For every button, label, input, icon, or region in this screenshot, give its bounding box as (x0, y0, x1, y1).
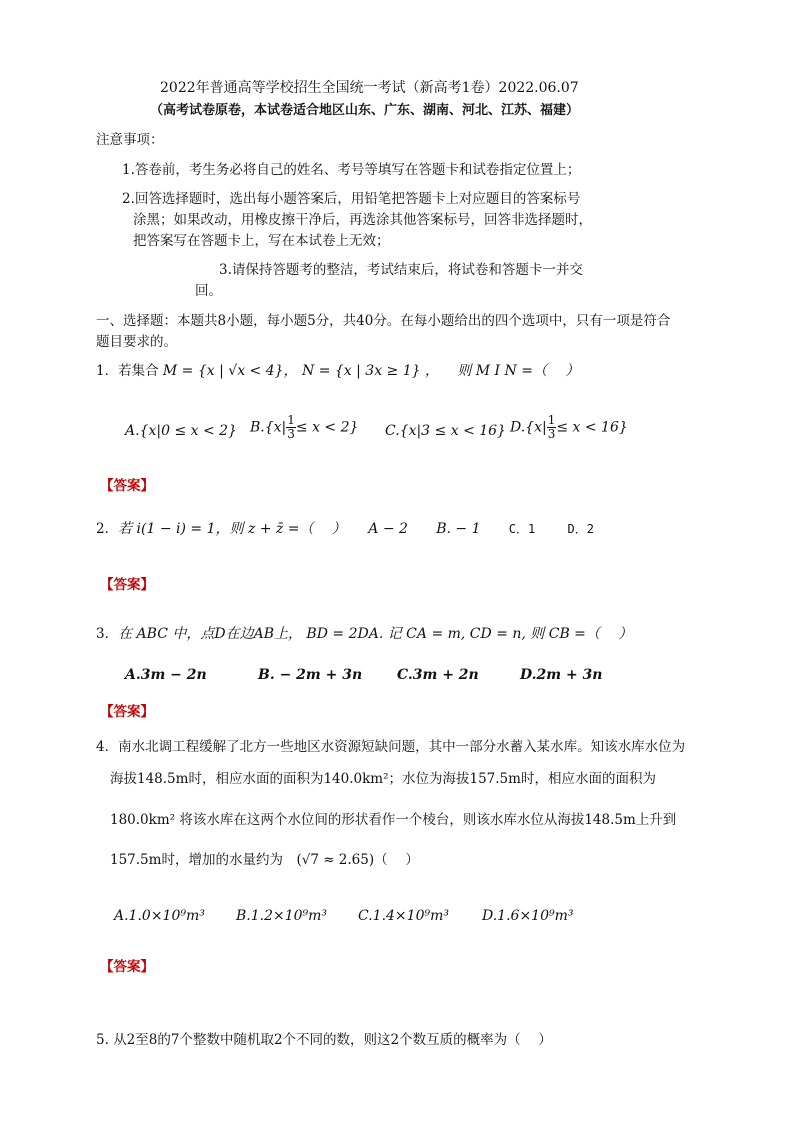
q1-option-c: C.{x|3 ≤ x < 16} (385, 423, 506, 439)
notice-heading: 注意事项： (96, 132, 164, 148)
question-1-stem (96, 359, 579, 380)
q1-option-b (250, 414, 358, 441)
notice-item-2-line-3: 把答案写在答题卡上，写在本试卷上无效； (133, 233, 390, 249)
q1-option-d-suffix: ≤ x < 16} (556, 419, 628, 436)
exam-subtitle: （高考试卷原卷，本试卷适合地区山东、广东、湖南、河北、江苏、福建） (150, 103, 580, 118)
q2-option-a: A − 2 (368, 521, 408, 537)
question-number: 3． (96, 626, 119, 642)
fraction (547, 414, 557, 441)
q2-option-b: B. − 1 (436, 521, 481, 537)
q1-option-a: A.{x|0 ≤ x < 2} (125, 423, 237, 439)
q1-option-d-prefix: D.{x| (510, 419, 547, 436)
q1-option-b-suffix: ≤ x < 2} (295, 419, 359, 436)
question-number: 4． (96, 739, 119, 755)
fraction-numerator: 1 (547, 413, 556, 427)
section-1-heading-line-2: 题目要求的。 (96, 334, 177, 350)
question-4-line-3: 180.0km² 将该水库在这两个水位间的形状看作一个棱台，则该水库水位从海拔148.5m上升到 (110, 812, 677, 828)
notice-item-3-line-2: 回。 (195, 283, 222, 299)
question-4-line-4: 157.5m时，增加的水量约为 (√7 ≈ 2.65)（ ） (110, 852, 419, 868)
q3-option-d: D.2m + 3n (520, 667, 603, 683)
section-1-heading-line-1: 一、选择题：本题共8小题，每小题5分，共40分。在每小题给出的四个选项中，只有一项是符合 (96, 313, 671, 329)
q2-option-c: C．1 (508, 522, 536, 536)
q4-option-b: B.1.2×10⁹m³ (236, 908, 328, 924)
question-number: 1． (96, 363, 119, 379)
fraction (286, 414, 296, 441)
question-4-text-line-1: 南水北调工程缓解了北方一些地区水资源短缺问题，其中一部分水蓄入某水库。知该水库水位为 (118, 739, 686, 755)
q3-option-b: B. − 2m + 3n (258, 667, 363, 683)
q4-option-a: A.1.0×10⁹m³ (114, 908, 205, 924)
q1-option-b-prefix: B.{x| (250, 419, 287, 436)
question-5-stem (96, 1028, 552, 1048)
fraction-denominator: 3 (547, 427, 556, 441)
q2-option-d: D．2 (567, 522, 594, 536)
question-3-text: 在 ABC 中，点D在边AB上， BD = 2DA. 记 CA = m, CD = n, 则 CB =（ ） (118, 626, 633, 642)
set-m-expression: M = {x | √x < 4} (162, 363, 284, 379)
exam-title: 2022年普通高等学校招生全国统一考试（新高考1卷）2022.06.07 (160, 80, 579, 96)
question-number: 2． (96, 521, 119, 537)
set-n-expression: ， N = {x | 3x ≥ 1} ， (283, 363, 439, 379)
question-1-tail: 则 M I N =（ ） (457, 363, 580, 379)
notice-item-1: 1.答卷前，考生务必将自己的姓名、考号等填写在答题卡和试卷指定位置上； (122, 162, 581, 178)
answer-label-q4: 【答案】 (100, 959, 154, 975)
question-4-line-2: 海拔148.5m时，相应水面的面积为140.0km²；水位为海拔157.5m时，相应水面的面积为 (110, 771, 656, 787)
q4-option-c: C.1.4×10⁹m³ (358, 908, 449, 924)
q4-option-d: D.1.6×10⁹m³ (482, 908, 574, 924)
question-3-stem (96, 622, 632, 643)
question-4-line-1 (96, 735, 685, 755)
answer-label-q1: 【答案】 (100, 478, 154, 494)
fraction-numerator: 1 (287, 413, 295, 427)
question-number: 5. (96, 1032, 109, 1048)
q1-option-d (510, 414, 628, 441)
fraction-denominator: 3 (287, 427, 295, 441)
notice-item-2-line-2: 涂黑；如果改动，用橡皮擦干净后，再选涂其他答案标号，回答非选择题时， (133, 212, 592, 228)
q3-option-c: C.3m + 2n (397, 667, 479, 683)
notice-item-2-line-1: 2.回答选择题时，选出每小题答案后，用铅笔把答题卡上对应题目的答案标号 (122, 191, 581, 207)
notice-item-3-line-1: 3.请保持答题考的整洁，考试结束后，将试卷和答题卡一并交 (219, 262, 583, 278)
question-1-prefix: 若集合 (118, 363, 159, 379)
q3-option-a: A.3m − 2n (125, 667, 207, 683)
answer-label-q3: 【答案】 (100, 704, 154, 720)
question-5-text: 从2至8的7个整数中随机取2个不同的数，则这2个数互质的概率为（ ） (113, 1032, 552, 1048)
question-2-stem (96, 517, 594, 538)
question-2-text: 若 i(1 − i) = 1，则 z + z̄ =（ ） (118, 521, 346, 537)
answer-label-q2: 【答案】 (100, 577, 154, 593)
